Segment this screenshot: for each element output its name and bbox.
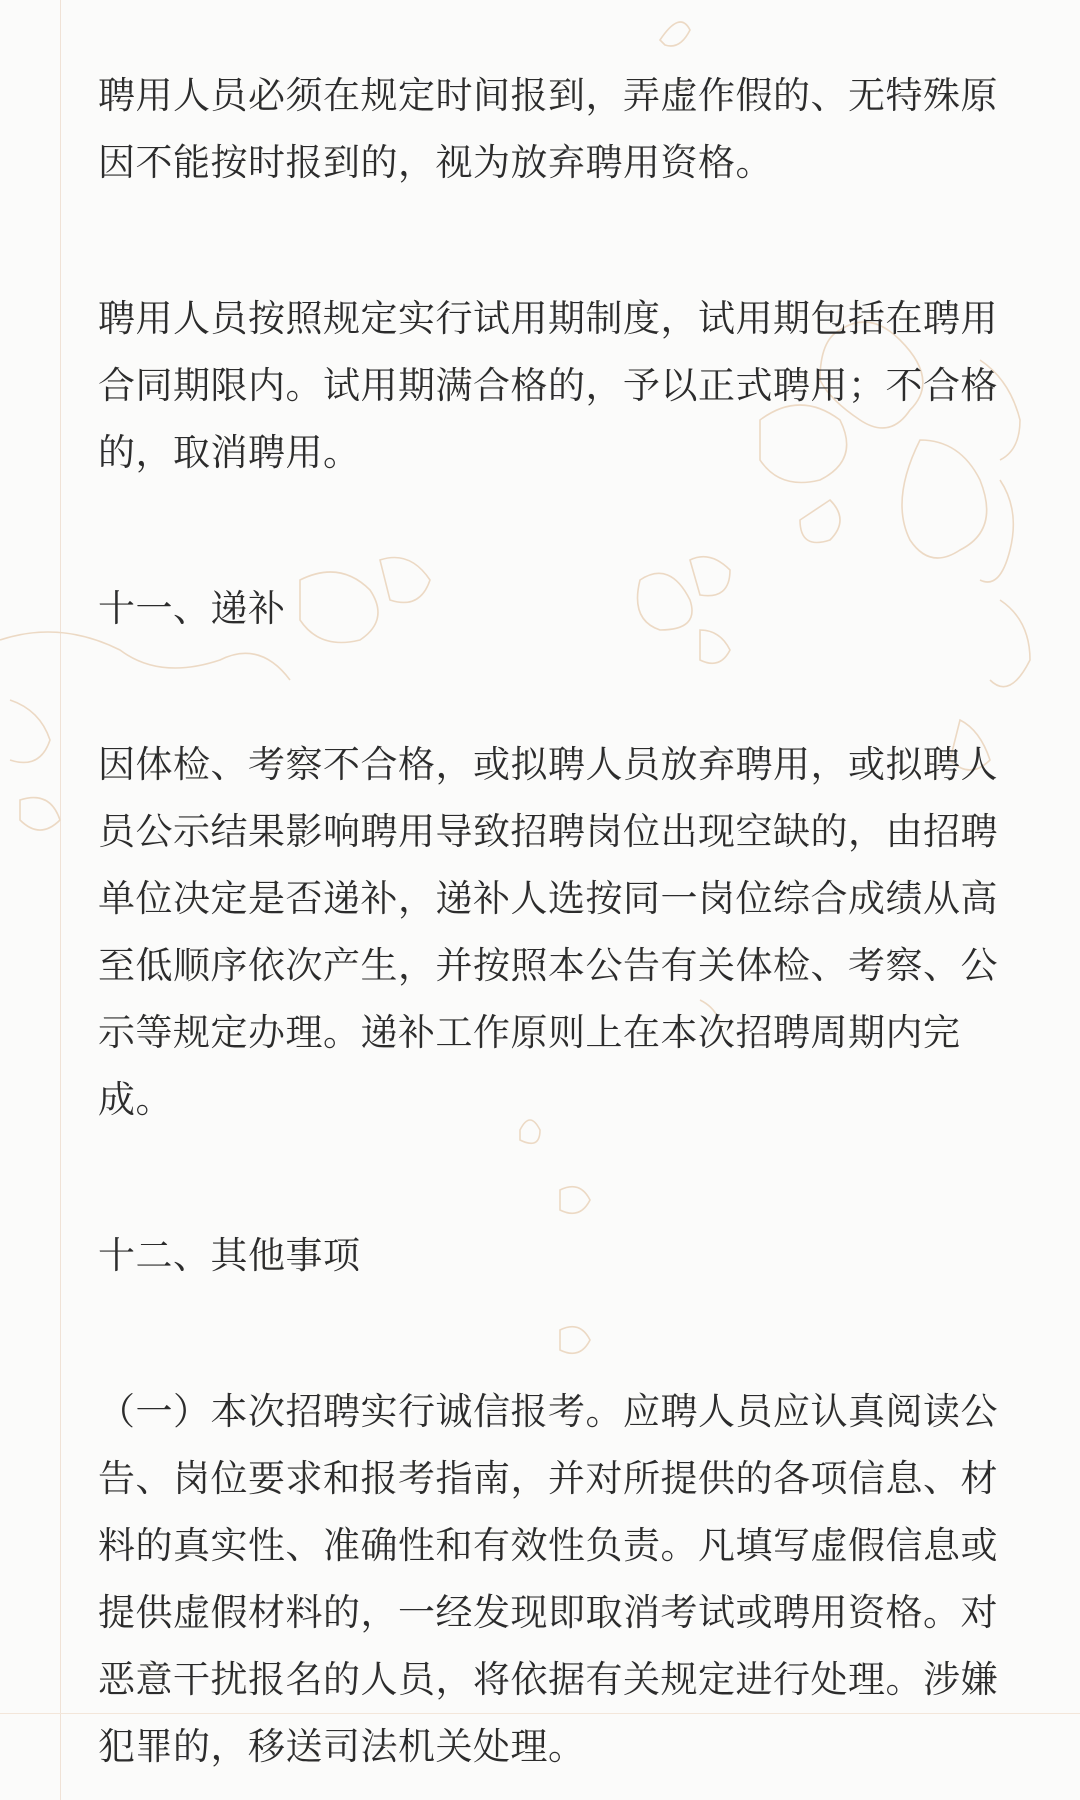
text-line: 至低顺序依次产生，并按照本公告有关体检、考察、公 bbox=[98, 944, 998, 987]
text-line: 料的真实性、准确性和有效性负责。凡填写虚假信息或 bbox=[98, 1524, 998, 1567]
heading-text: 十二、其他事项 bbox=[98, 1234, 361, 1277]
text-line: 聘用人员按照规定实行试用期制度，试用期包括在聘用 bbox=[98, 297, 998, 340]
section-heading-replacement bbox=[98, 575, 1018, 642]
text-line: 单位决定是否递补，递补人选按同一岗位综合成绩从高 bbox=[98, 877, 998, 920]
text-line: 的，取消聘用。 bbox=[98, 431, 361, 474]
text-line: （一）本次招聘实行诚信报考。应聘人员应认真阅读公 bbox=[98, 1390, 998, 1433]
text-line: 恶意干扰报名的人员，将依据有关规定进行处理。涉嫌 bbox=[98, 1658, 998, 1701]
paragraph-replacement bbox=[98, 731, 1018, 1133]
section-heading-other-matters bbox=[98, 1222, 1018, 1289]
article-body bbox=[98, 62, 1018, 1780]
paragraph-probation bbox=[98, 285, 1018, 486]
paragraph-integrity bbox=[98, 1378, 1018, 1780]
heading-text: 十一、递补 bbox=[98, 587, 286, 630]
paragraph-reporting bbox=[98, 62, 1018, 196]
left-margin-line bbox=[60, 0, 61, 1800]
text-line: 合同期限内。试用期满合格的，予以正式聘用；不合格 bbox=[98, 364, 998, 407]
text-line: 犯罪的，移送司法机关处理。 bbox=[98, 1725, 586, 1768]
text-line: 告、岗位要求和报考指南，并对所提供的各项信息、材 bbox=[98, 1457, 998, 1500]
text-line: 因不能按时报到的，视为放弃聘用资格。 bbox=[98, 141, 773, 184]
bottom-divider bbox=[0, 1713, 1080, 1714]
text-line: 员公示结果影响聘用导致招聘岗位出现空缺的，由招聘 bbox=[98, 810, 998, 853]
text-line: 因体检、考察不合格，或拟聘人员放弃聘用，或拟聘人 bbox=[98, 743, 998, 786]
text-line: 提供虚假材料的，一经发现即取消考试或聘用资格。对 bbox=[98, 1591, 998, 1634]
text-line: 成。 bbox=[98, 1078, 173, 1121]
text-line: 示等规定办理。递补工作原则上在本次招聘周期内完 bbox=[98, 1011, 961, 1054]
text-line: 聘用人员必须在规定时间报到，弄虚作假的、无特殊原 bbox=[98, 74, 998, 117]
